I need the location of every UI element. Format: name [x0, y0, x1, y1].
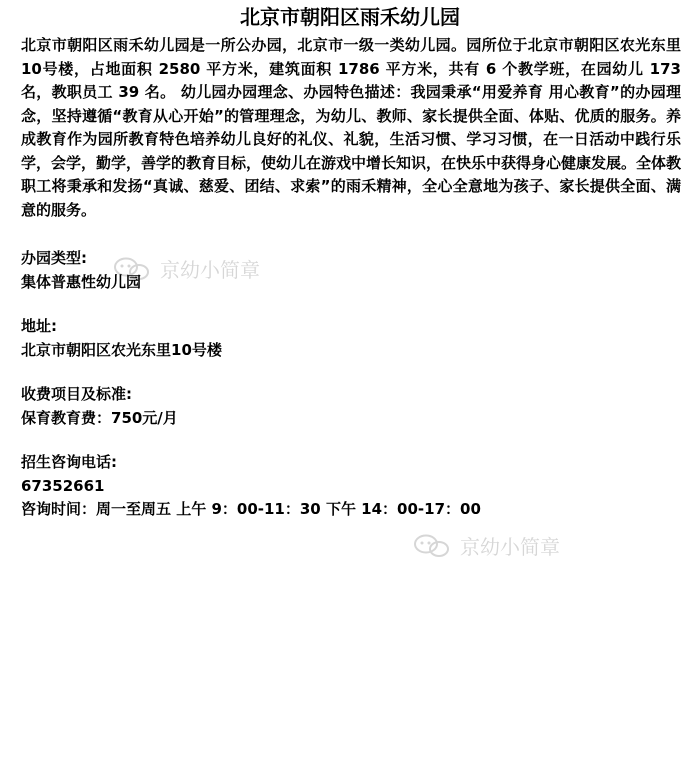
page-title: 北京市朝阳区雨禾幼儿园: [240, 5, 460, 29]
kindergarten-type-section: [21, 247, 141, 294]
contact-hours: 咨询时间：周一至周五 上午 9：00-11：30 下午 14：00-17：00: [21, 500, 481, 518]
contact-label: 招生咨询电话:: [21, 453, 117, 471]
watermark-text: 京幼小简章: [160, 258, 260, 282]
address-label: 地址:: [21, 317, 57, 335]
fees-section: [21, 383, 178, 430]
fees-label: 收费项目及标准:: [21, 385, 132, 403]
address-value: 北京市朝阳区农光东里10号楼: [21, 340, 222, 359]
address-section: [21, 315, 222, 362]
contact-phone: 67352661: [21, 476, 105, 495]
watermark-text: 京幼小简章: [460, 535, 560, 559]
wechat-bubble-icon: [412, 533, 454, 559]
watermark: [412, 531, 560, 560]
kindergarten-type-value: 集体普惠性幼儿园: [21, 272, 142, 291]
fees-value: 保育教育费：750元/月: [21, 408, 178, 427]
intro-paragraph: 北京市朝阳区雨禾幼儿园是一所公办园，北京市一级一类幼儿园。园所位于北京市朝阳区农光东里10号楼，占地面积 2580 平方米，建筑面积 1786 平方米，共有 6 个教学班，在园幼儿 173 名，教职员工 39 名。 幼儿园办园理念、办园特色描述：我园秉承“用爱养育 用心教育”的办园理念，坚持遵循“教育从心开始”的管理理念，为幼儿、教师、家长提供全面、体贴、优质的服务。养成教育作为园所教育特色培养幼儿良好的礼仪、礼貌，生活习惯、学习习惯，在一日活动中践行乐学，会学，勤学，善学的教育目标，使幼儿在游戏中增长知识，在快乐中获得身心健康发展。全体教职工将秉承和发扬“真诚、慈爱、团结、求索”的雨禾精神，全心全意地为孩子、家长提供全面、满意的服务。: [21, 36, 682, 219]
contact-section: [21, 451, 481, 522]
kindergarten-type-label: 办园类型:: [21, 249, 87, 267]
